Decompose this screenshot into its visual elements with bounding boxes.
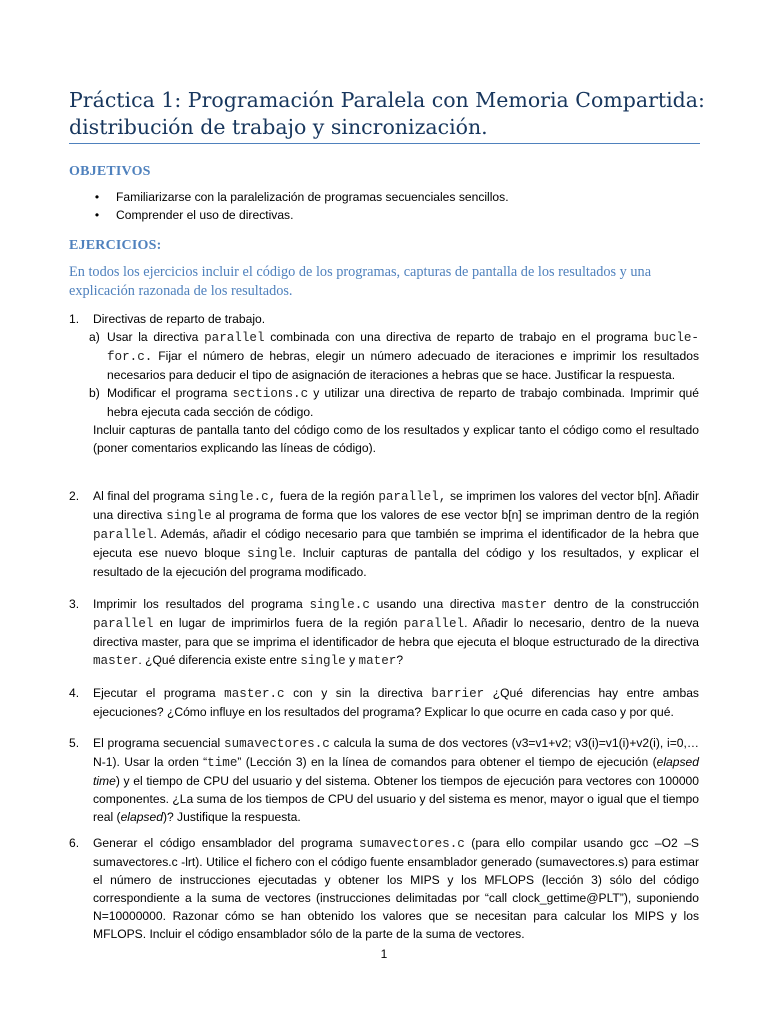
code-parallel: parallel,: [378, 490, 447, 504]
page-title: [69, 87, 709, 141]
exercise-6: 6. Generar el código ensamblador del programa sumavectores.c (para ello compilar usando gcc –O2 –S sumavectores.c -lrt). Utilice el fichero con el código fuente ensamblador generado (sumavectores.s) para estimar el número de instrucciones ejecutadas y obtener los MIPS y los MFLOPS (lección 3) sólo del código correspondiente a la suma de vectores (instrucciones delimitadas por “call clock_gettime@PLT”), suponiendo N=10000000. Razonar cómo se han obtenido los valores que se necesitan para calcular los MIPS y los MFLOPS. Incluir el código ensamblador sólo de la parte de la suma de vectores.: [69, 836, 700, 941]
code-master: master: [501, 598, 548, 612]
page-number: 1: [380, 947, 388, 961]
exercise-number: 4.: [69, 686, 80, 700]
list-item: • Comprender el uso de directivas.: [91, 206, 711, 224]
bullet-icon: •: [94, 190, 100, 204]
exercise-1: [69, 310, 699, 457]
exercise-4: 4. Ejecutar el programa master.c con y sin la directiva barrier ¿Qué diferencias hay entre ambas ejecuciones? ¿Cómo influye en los resultados del programa? Explicar lo que ocurre en cada caso y por qué.: [69, 686, 699, 719]
title-divider: [69, 143, 700, 144]
list-item: • Familiarizarse con la paralelización de programas secuenciales sencillos.: [91, 188, 711, 206]
exercise-2: 2. Al final del programa single.c, fuera de la región parallel, se imprimen los valores del vector b[n]. Añadir una directiva single al programa de forma que los valores de ese vector b[n] se impriman dentro de la región parallel. Además, añadir el código necesario para que también se imprima el identificador de la hebra que ejecuta ese nuevo bloque single. Incluir capturas de pantalla del código y los resultados, y explicar el resultado de la ejecución del programa modificado.: [69, 489, 699, 579]
sub-label: a): [89, 330, 100, 344]
ejercicios-heading: EJERCICIOS:: [69, 238, 162, 253]
code-bucle-for: bucle-for.c.: [107, 331, 699, 364]
exercise-number: 2.: [69, 489, 80, 503]
code-mater: mater: [358, 654, 397, 668]
code-single: single.c: [309, 598, 370, 612]
code-single: single: [166, 509, 212, 523]
code-sumavectores: sumavectores.c: [224, 737, 330, 751]
code-parallel: parallel: [93, 617, 154, 631]
exercise-number: 6.: [69, 836, 80, 850]
code-single: single: [247, 547, 293, 561]
exercise-5: 5. El programa secuencial sumavectores.c calcula la suma de dos vectores (v3=v1+v2; v3(i)=v1(i)+v2(i), i=0,…N-1). Usar la orden “time” (Lección 3) en la línea de comandos para obtener el tiempo de ejecución (elapsed time) y el tiempo de CPU del usuario y del sistema. Obtener los tiempos de ejecución para vectores con 100000 componentes. ¿La suma de los tiempos de CPU del usuario y del sistema es menor, mayor o igual que el tiempo real (elapsed)? Justifique la respuesta.: [69, 736, 699, 824]
code-parallel: parallel: [204, 331, 265, 345]
title-line-1: Práctica 1: Programación Paralela con Memoria Compartida:: [69, 88, 705, 112]
title-line-2: distribución de trabajo y sincronización.: [69, 115, 488, 139]
code-master: master.c: [224, 687, 285, 701]
ejercicios-intro: En todos los ejercicios incluir el código de los programas, capturas de pantalla de los resultados y una explicación razonada de los resultados.: [69, 264, 652, 299]
code-sumavectores: sumavectores.c: [359, 837, 465, 851]
code-master: master: [93, 654, 139, 668]
bullet-icon: •: [94, 208, 100, 222]
code-single: single: [300, 654, 346, 668]
exercise-number: 5.: [69, 736, 80, 750]
code-sections: sections.c: [232, 387, 309, 401]
objetivos-list: [91, 188, 711, 224]
exercise-1b: b) Modificar el programa sections.c y utilizar una directiva de reparto de trabajo combinada. Imprimir qué hebra ejecuta cada sección de código.: [89, 386, 700, 419]
code-barrier: barrier: [431, 687, 485, 701]
exercise-number: 1.: [69, 312, 80, 326]
sub-label: b): [89, 386, 100, 400]
code-parallel: parallel: [93, 528, 154, 542]
objetivos-heading: OBJETIVOS: [69, 164, 151, 179]
exercise-title: Directivas de reparto de trabajo.: [93, 312, 266, 326]
code-single: single.c,: [208, 490, 277, 504]
code-parallel: parallel: [403, 617, 465, 631]
code-time: time: [207, 756, 238, 770]
exercise-number: 3.: [69, 597, 80, 611]
exercise-3: 3. Imprimir los resultados del programa single.c usando una directiva master dentro de la construcción parallel en lugar de imprimirlos fuera de la región parallel. Añadir lo necesario, dentro de la nueva directiva master, para que se imprima el identificador de hebra que ejecuta el bloque estructurado de la directiva master. ¿Qué diferencia existe entre single y mater?: [69, 597, 699, 668]
exercise-1-tail: Incluir capturas de pantalla tanto del código como de los resultados y explicar tanto el código como el resultado (poner comentarios explicando las líneas de código).: [93, 423, 699, 455]
exercise-1a: a) Usar la directiva parallel combinada con una directiva de reparto de trabajo en el programa bucle-for.c. Fijar el número de hebras, elegir un número adecuado de iteraciones e imprimir los resultados necesarios para deducir el tipo de asignación de iteraciones a hebras que se hace. Justificar la respuesta.: [89, 330, 699, 382]
